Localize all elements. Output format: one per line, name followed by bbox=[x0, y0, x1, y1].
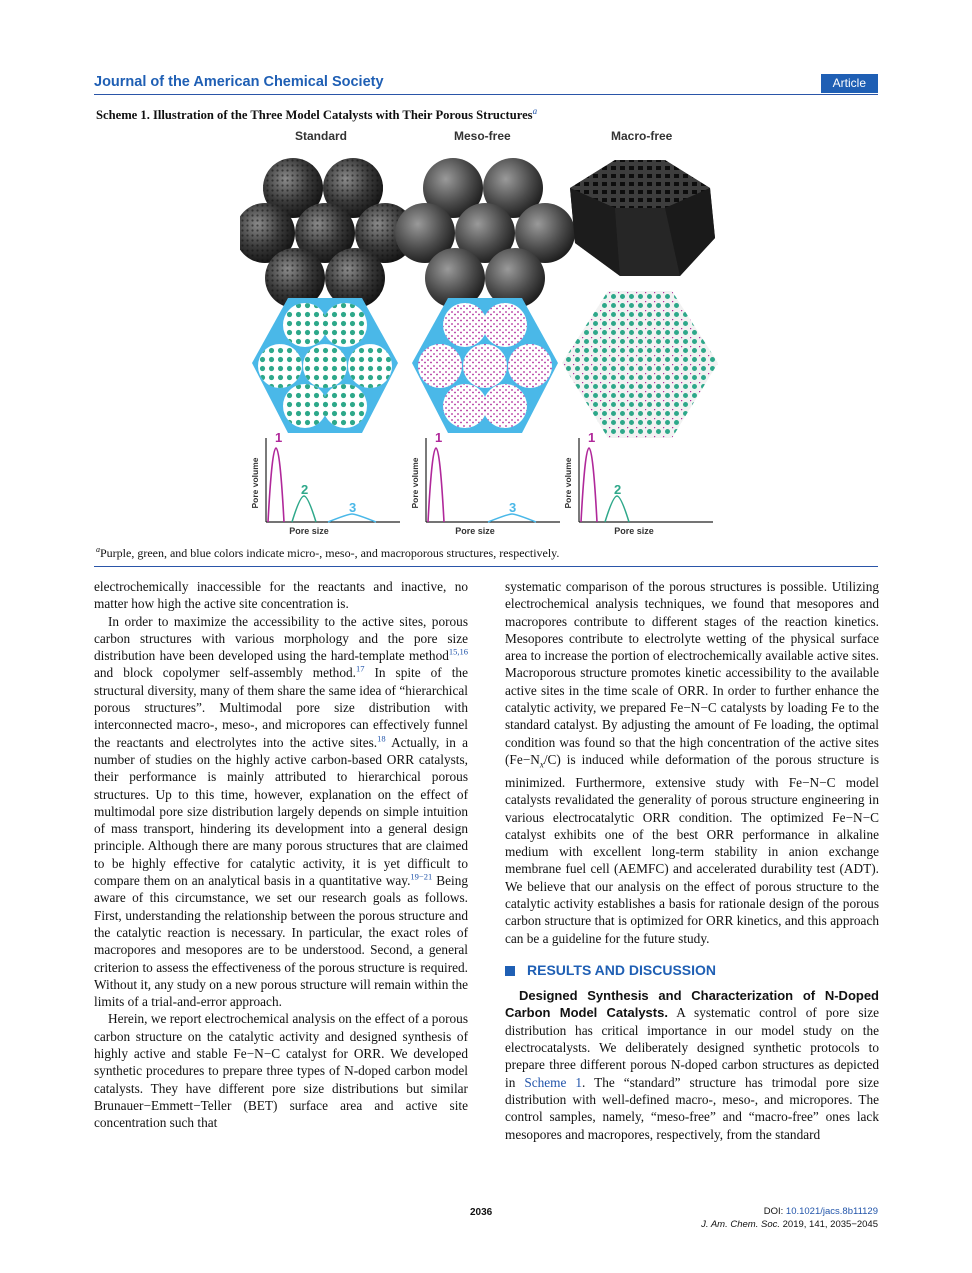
scheme-title-text: Scheme 1. Illustration of the Three Model Catalysts with Their Porous Structures bbox=[96, 108, 533, 123]
left-column bbox=[94, 578, 468, 1132]
caption-text: Purple, green, and blue colors indicate micro-, meso-, and macroporous structures, respectively. bbox=[100, 546, 560, 560]
meso-free-spheres bbox=[395, 158, 575, 308]
subsection-heading: Designed Synthesis and Characterization of N-Doped Carbon Model Catalysts. bbox=[505, 988, 879, 1021]
journal-header bbox=[94, 74, 878, 95]
paragraph: electrochemically inaccessible for the reactants and inactive, no matter how high the active site concentration is. bbox=[94, 579, 468, 612]
peak-label: 1 bbox=[435, 430, 443, 445]
column-label-macro-free: Macro-free bbox=[611, 129, 673, 143]
meso-free-cross-section bbox=[412, 298, 558, 433]
x-axis-label-standard: Pore size bbox=[289, 526, 329, 536]
macro-free-cross-section bbox=[562, 291, 718, 438]
right-column bbox=[505, 578, 879, 1143]
citation-link[interactable]: 19−21 bbox=[410, 871, 433, 882]
scheme-caption bbox=[96, 545, 559, 561]
section-heading: RESULTS AND DISCUSSION bbox=[505, 962, 879, 979]
article-type-badge: Article bbox=[821, 74, 878, 93]
standard-cross-section bbox=[252, 298, 398, 433]
paragraph: Herein, we report electrochemical analysis on the effect of a porous carbon structure on the catalytic activity and designed synthesis of highly active and stable Fe−N−C catalyst for ORR. We developed synthetic procedures to prepare three types of N-doped carbon model catalysts. They have different pore size distributions but similar Brunauer−Emmett−Teller (BET) surface area and active site concentration such that bbox=[94, 1011, 468, 1131]
journal-name[interactable]: Journal of the American Chemical Society bbox=[94, 74, 384, 90]
scheme-title-mark[interactable]: a bbox=[532, 106, 538, 116]
macro-free-hex-block bbox=[570, 160, 715, 276]
x-axis-label-meso-free: Pore size bbox=[455, 526, 495, 536]
column-label-meso-free: Meso-free bbox=[454, 129, 511, 143]
citation-link[interactable]: 18 bbox=[377, 733, 386, 744]
footer-citation: DOI: 10.1021/jacs.8b11129 J. Am. Chem. Soc. 2019, 141, 2035−2045 bbox=[701, 1206, 878, 1230]
paragraph: Designed Synthesis and Characterization of N-Doped Carbon Model Catalysts. A systematic control of pore size distribution has critical importance in our model study on the electrocatalysts. We deliberately designed synthetic protocols to prepare three different porous N-doped carbon structures as depicted in Scheme 1. The “standard” structure has trimodal pore size distribution with well-defined macro-, meso-, and micropores. The control samples, namely, “meso-free” and “macro-free” ones lack mesopores and macropores, respectively, from the standard bbox=[505, 988, 880, 1142]
peak-label: 3 bbox=[509, 500, 517, 515]
caption-mark: a bbox=[96, 545, 100, 554]
scheme-title bbox=[96, 106, 537, 123]
y-axis-label-meso-free: Pore volume bbox=[410, 457, 420, 509]
doi-link[interactable]: 10.1021/jacs.8b11129 bbox=[785, 1206, 878, 1217]
peak-label: 1 bbox=[588, 430, 596, 445]
standard-spheres bbox=[240, 158, 415, 308]
column-label-standard: Standard bbox=[295, 129, 348, 143]
peak-label: 2 bbox=[614, 482, 622, 497]
paragraph: systematic comparison of the porous structures is possible. Utilizing electrochemical analysis techniques, we found that mesopores and macropores contribute to different stages of the reaction kinetics. Mesopores contribute to electrolyte wetting of the physical surface area to increase the portion of electrochemically available active sites. Macroporous structure promotes kinetic accessibility to the available active sites in the time scale of ORR. In order to further enhance the catalytic activity, we prepared Fe−N−C catalysts by loading Fe to the standard catalyst. By adjusting the amount of Fe loading, the optimal condition was found so that the high concentration of the active sites $(Fe-N_x/C)$ is induced while deformation of the porous structure is minimized. Furthermore, extensive study with Fe−N−C model catalysts revalidated the generality of porous structure engineering in various electrocatalytic ORR condition. The optimized Fe−N−C catalyst exhibits one of the best ORR performance in alkaline medium with excellent long-term stability in anion exchange membrane fuel cell (AEMFC) and accelerated durability test (ADT). We believe that our analysis on the effect of porous structure to the catalytic activity establishes a basis for rationale design of the porous carbon structure that is optimized for ORR kinetics, and this approach can be a guideline for the future study. bbox=[505, 579, 879, 946]
page-number: 2036 bbox=[470, 1207, 493, 1218]
y-axis-label-macro-free: Pore volume bbox=[563, 457, 573, 509]
section-square-icon bbox=[505, 966, 515, 976]
scheme-figure bbox=[240, 148, 740, 540]
divider bbox=[94, 566, 878, 567]
paragraph: In order to maximize the accessibility to the active sites, porous carbon structures with various morphology and the pore size distribution have been developed using the hard-template method$^{15,16}$ and block copolymer self-assembly method.$^{17}$ In spite of the structural diversity, many of them share the same idea of “hierarchical porous structures”. Multimodal pore size distribution with interconnected macro-, meso-, and micropores can effectively funnel the reactants and electrolytes into the active sites.$^{18}$ Actually, in a number of studies on the highly active carbon-based ORR catalysts, their performance is mainly attributed to hierarchical porous structures. Up to this time, however, explanation on the effect of multimodal pore size distribution largely depends on simple intuition of mass transport, hindering its development into a general design principle. Although there are many porous structures that are claimed to be highly effective for catalytic activity, it is yet difficult to compare them on an analytical basis in a quantitative way.$^{19-21}$ Being aware of this circumstance, we set our research goals as follows. First, understanding the relationship between the porous structure and the catalytic reaction is necessary. In particular, the exact roles of macropores and mesopores are to be understood. Second, a general criterion to assess the effectiveness of the porous structure is required. Without it, any study on a new porous structure will remain within the limits of a trial-and-error approach. bbox=[94, 613, 468, 1010]
citation-link[interactable]: 17 bbox=[355, 664, 365, 675]
peak-label: 1 bbox=[275, 430, 283, 445]
peak-label: 3 bbox=[349, 500, 357, 515]
y-axis-label-standard: Pore volume bbox=[250, 457, 260, 509]
citation-link[interactable]: 15,16 bbox=[448, 646, 468, 657]
standard-psd-plot bbox=[266, 438, 400, 522]
x-axis-label-macro-free: Pore size bbox=[614, 526, 654, 536]
peak-label: 2 bbox=[301, 482, 309, 497]
scheme-link[interactable]: Scheme 1 bbox=[524, 1074, 583, 1090]
macro-free-psd-plot bbox=[579, 438, 713, 522]
meso-free-psd-plot bbox=[426, 438, 560, 522]
